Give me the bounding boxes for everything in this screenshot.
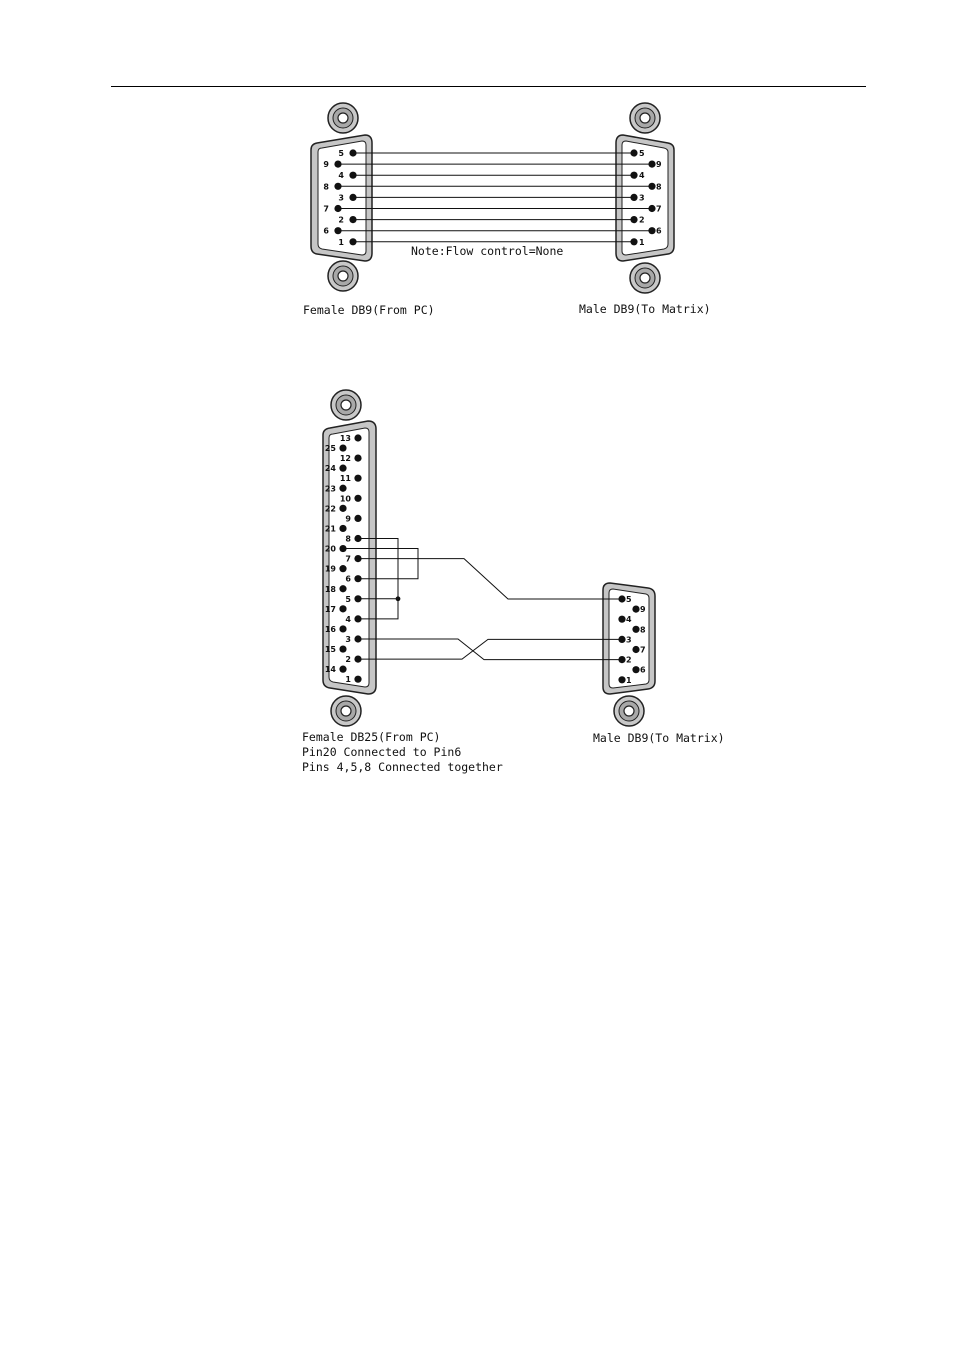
d1-male-pin-label-5: 5: [639, 149, 645, 158]
d2-db25-pin-label-12: 12: [339, 454, 351, 464]
d2-db25-pin-label-10: 10: [339, 494, 351, 504]
d2-db25-pin-7: [354, 555, 361, 562]
d1-male-pin-label-9: 9: [656, 160, 662, 170]
d2-db25-pin-label-15: 15: [324, 645, 336, 655]
d1-female-pin-3: [349, 194, 356, 201]
d2-db25-pin-1: [354, 676, 361, 683]
d2-db25-pin-9: [354, 515, 361, 522]
d1-female-pin-label-1: 1: [338, 237, 344, 247]
d1-male-pin-label-7: 7: [656, 204, 662, 214]
d2-db9-bottom-screw-hole: [624, 706, 634, 716]
d2-db9-pin-2: [618, 656, 625, 663]
d2-db25-pin-16: [339, 625, 346, 632]
d1-male-pin-8: [648, 183, 655, 190]
d2-db25-pin-23: [339, 485, 346, 492]
d2-db25-pin-8: [354, 535, 361, 542]
d1-male-pin-2: [630, 216, 637, 223]
d1-female-pin-4: [349, 172, 356, 179]
d2-db9-pin-label-1: 1: [626, 675, 632, 685]
d2-db25-pin-label-24: 24: [324, 464, 336, 474]
d1-male-pin-5: [630, 149, 637, 156]
d1-female-bottom-screw-hole: [338, 271, 348, 281]
d2-db25-pin-label-13: 13: [339, 434, 351, 443]
d2-db25-pin-20: [339, 545, 346, 552]
d2-db9-pin-8: [632, 626, 639, 633]
diagram1-left-caption: Female DB9(From PC): [303, 303, 435, 317]
d2-db25-pin-label-2: 2: [345, 655, 351, 665]
d2-db25-pin-label-23: 23: [324, 484, 336, 494]
d1-male-face: [622, 141, 668, 255]
d2-db25-top-screw-hole: [341, 400, 351, 410]
d2-db25-pin-15: [339, 645, 346, 652]
d1-female-pin-label-5: 5: [338, 149, 344, 158]
d1-female-pin-8: [334, 183, 341, 190]
d2-db25-pin-5: [354, 595, 361, 602]
d2-db9-pin-4: [618, 616, 625, 623]
d2-db25-pin-18: [339, 585, 346, 592]
d2-junction-dot: [396, 596, 401, 601]
diagram2-left-caption-2: Pin20 Connected to Pin6: [302, 745, 462, 759]
d2-db25-pin-12: [354, 455, 361, 462]
diagram2-right-caption: Male DB9(To Matrix): [593, 731, 725, 745]
d2-db25-pin-label-20: 20: [324, 544, 336, 554]
d1-male-pin-1: [630, 238, 637, 245]
d2-db25-pin-14: [339, 666, 346, 673]
d1-male-pin-label-3: 3: [639, 193, 645, 203]
d1-male-pin-3: [630, 194, 637, 201]
d2-db9-pin-9: [632, 606, 639, 613]
d2-db9-pin-1: [618, 676, 625, 683]
d1-male-pin-7: [648, 205, 655, 212]
d1-female-pin-9: [334, 161, 341, 168]
d2-db9-pin-label-8: 8: [640, 625, 646, 635]
d2-db25-pin-label-17: 17: [324, 604, 336, 614]
d1-female-pin-label-4: 4: [338, 171, 344, 181]
d1-male-pin-4: [630, 172, 637, 179]
d2-wire-pin3-to-db9-pin2: [361, 639, 619, 660]
d2-db25-pin-11: [354, 475, 361, 482]
d2-db25-pin-label-16: 16: [324, 624, 336, 634]
d2-db25-pin-label-18: 18: [324, 584, 336, 594]
d2-db25-pin-2: [354, 656, 361, 663]
d1-male-pin-label-1: 1: [639, 237, 645, 247]
d2-db25-pin-4: [354, 615, 361, 622]
diagram2-left-caption-3: Pins 4,5,8 Connected together: [302, 760, 503, 774]
d2-db9-pin-7: [632, 646, 639, 653]
d1-male-top-screw-hole: [640, 113, 650, 123]
d2-db9-pin-label-6: 6: [640, 665, 646, 675]
d2-wire-pin2-to-db9-pin3: [361, 639, 619, 659]
d2-db25-pin-3: [354, 635, 361, 642]
d2-db25-pin-24: [339, 465, 346, 472]
d1-female-pin-label-2: 2: [338, 215, 344, 225]
d2-db25-pin-label-22: 22: [324, 504, 336, 514]
d2-db9-pin-label-2: 2: [626, 655, 632, 665]
d2-db25-bottom-screw-hole: [341, 706, 351, 716]
d2-db9-pin-6: [632, 666, 639, 673]
d2-db25-pin-label-14: 14: [324, 665, 336, 675]
d1-female-pin-2: [349, 216, 356, 223]
d2-db9-pin-label-3: 3: [626, 635, 632, 645]
d1-male-pin-label-6: 6: [656, 226, 662, 236]
d1-male-pin-6: [648, 227, 655, 234]
d1-female-pin-label-3: 3: [338, 193, 344, 203]
d2-db25-pin-label-11: 11: [339, 474, 351, 484]
d2-db25-pin-17: [339, 605, 346, 612]
d1-male-pin-label-2: 2: [639, 215, 645, 225]
d2-db25-pin-label-21: 21: [324, 524, 336, 534]
d2-db25-pin-label-9: 9: [345, 514, 351, 524]
d1-note: Note:Flow control=None: [411, 244, 564, 258]
d2-db25-pin-label-6: 6: [345, 574, 351, 584]
d2-db25-pin-label-5: 5: [345, 594, 351, 604]
d2-db25-pin-13: [354, 434, 361, 441]
d2-db25-pin-label-8: 8: [345, 534, 351, 544]
d2-db25-pin-label-25: 25: [324, 444, 336, 454]
diagram1-right-caption: Male DB9(To Matrix): [579, 302, 711, 316]
d1-female-pin-label-7: 7: [323, 204, 329, 214]
d2-db25-pin-10: [354, 495, 361, 502]
d1-female-pin-1: [349, 238, 356, 245]
d2-db25-pin-6: [354, 575, 361, 582]
d1-male-bottom-screw-hole: [640, 273, 650, 283]
d1-female-pin-label-6: 6: [323, 226, 329, 236]
d1-female-pin-5: [349, 149, 356, 156]
d2-db9-pin-5: [618, 595, 625, 602]
d1-male-pin-label-8: 8: [656, 182, 662, 192]
d1-female-pin-label-8: 8: [323, 182, 329, 192]
d2-db25-pin-21: [339, 525, 346, 532]
d1-female-pin-label-9: 9: [323, 160, 329, 170]
d2-db25-pin-25: [339, 444, 346, 451]
d2-db25-pin-label-19: 19: [324, 564, 336, 574]
d1-male-pin-label-4: 4: [639, 171, 645, 181]
d2-db9-pin-label-9: 9: [640, 605, 646, 615]
d2-db25-pin-label-3: 3: [345, 635, 351, 644]
diagram2-left-caption-1: Female DB25(From PC): [302, 730, 441, 744]
d2-db25-pin-19: [339, 565, 346, 572]
d2-db25-pin-label-1: 1: [345, 675, 351, 685]
d2-db25-pin-22: [339, 505, 346, 512]
d1-male-pin-9: [648, 161, 655, 168]
d1-female-pin-6: [334, 227, 341, 234]
d2-db9-pin-label-5: 5: [626, 595, 632, 604]
d2-db25-pin-label-7: 7: [345, 554, 351, 564]
d1-female-pin-7: [334, 205, 341, 212]
d2-db9-pin-label-7: 7: [640, 645, 646, 655]
d2-db9-pin-label-4: 4: [626, 615, 632, 625]
d2-db25-pin-label-4: 4: [345, 614, 351, 624]
d2-db9-pin-3: [618, 636, 625, 643]
d1-female-top-screw-hole: [338, 113, 348, 123]
